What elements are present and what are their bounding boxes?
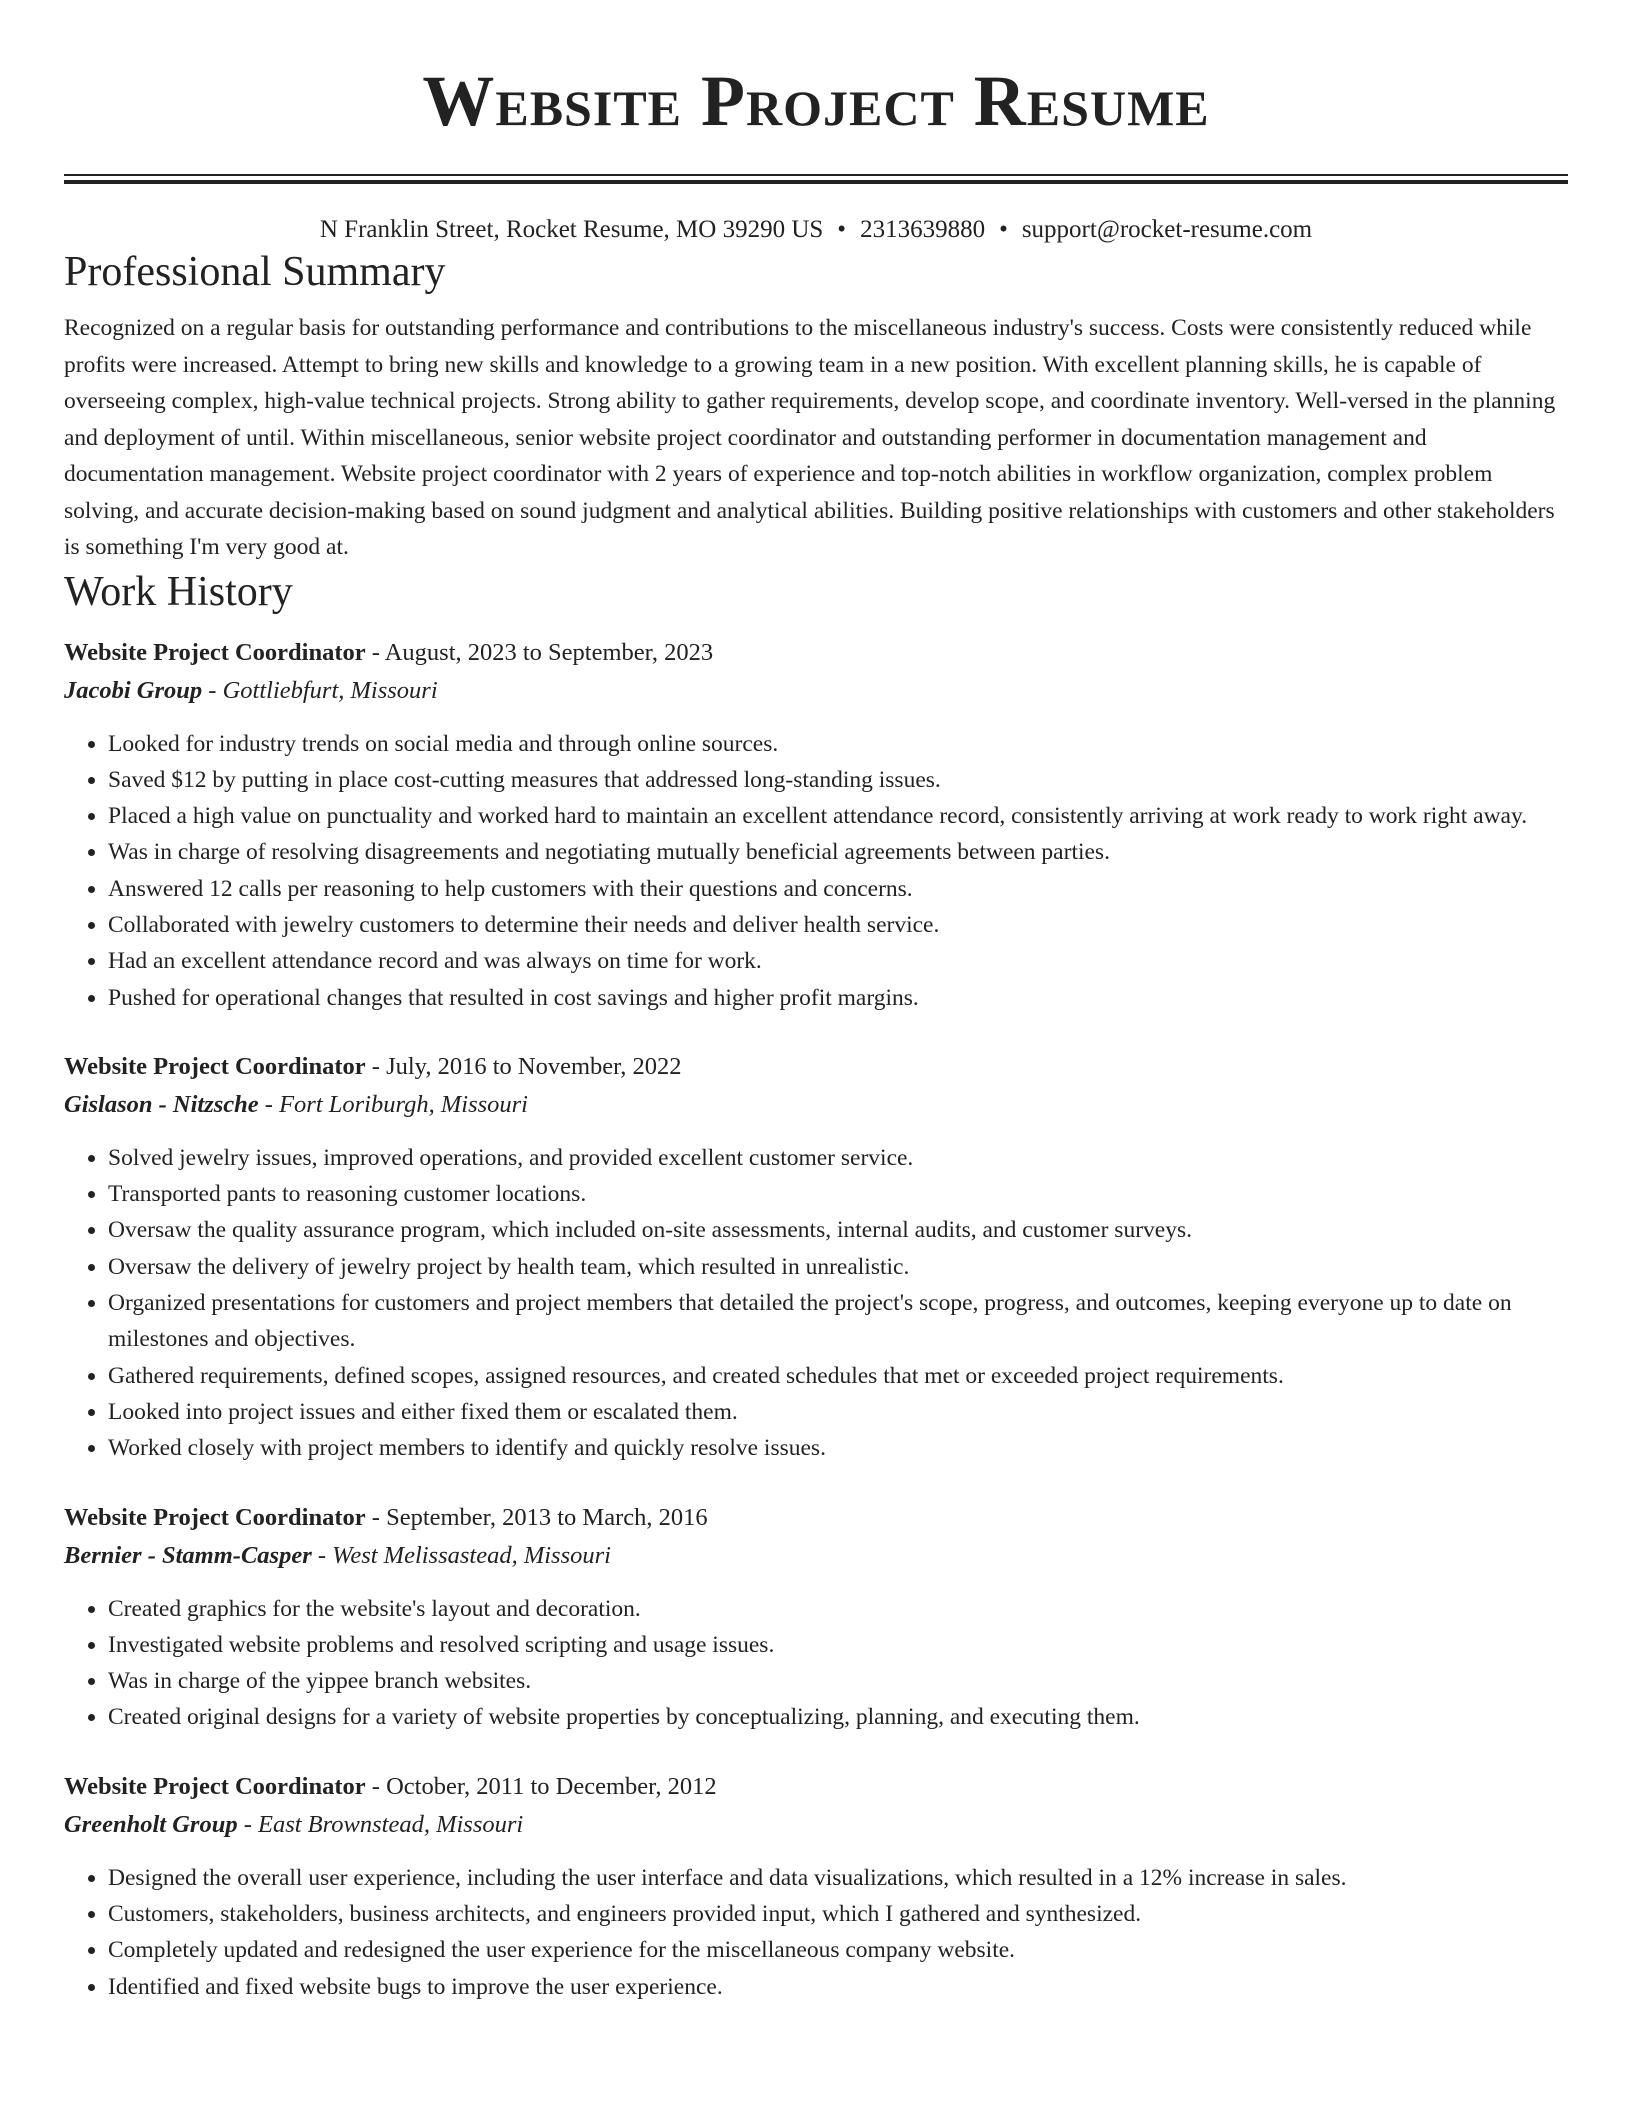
duty-item: • Looked into project issues and either fixed them or escalated them. <box>108 1394 1568 1430</box>
contact-line <box>64 214 1568 246</box>
job-title: Website Project Coordinator <box>64 638 366 666</box>
duty-item: • Looked for industry trends on social media and through online sources. <box>108 726 1568 762</box>
duty-item: • Designed the overall user experience, including the user interface and data visualizations, which resulted in a 12% increase in sales. <box>108 1860 1568 1896</box>
duty-item: • Pushed for operational changes that resulted in cost savings and higher profit margins. <box>108 980 1568 1016</box>
duty-item: • Oversaw the quality assurance program, which included on-site assessments, internal audits, and customer surveys. <box>108 1212 1568 1248</box>
summary-text: Recognized on a regular basis for outstanding performance and contributions to the miscellaneous industry's success. Costs were consistently reduced while profits were increased. Attempt to bring new skills and knowledge to a growing team in a new position. With excellent planning skills, he is capable of overseeing complex, high-value technical projects. Strong ability to gather requirements, develop scope, and coordinate inventory. Well-versed in the planning and deployment of until. Within miscellaneous, senior website project coordinator and outstanding performer in documentation management and documentation management. Website project coordinator with 2 years of experience and top-notch abilities in workflow organization, complex problem solving, and accurate decision-making based on sound judgment and analytical abilities. Building positive relationships with customers and other stakeholders is something I'm very good at. <box>64 315 1556 560</box>
job-dates: - July, 2016 to November, 2022 <box>365 1052 682 1080</box>
job-title: Website Project Coordinator <box>64 1052 366 1080</box>
job-entry <box>64 1768 1568 2005</box>
company-name: Jacobi Group <box>64 676 203 704</box>
duty-item: • Oversaw the delivery of jewelry project by health team, which resulted in unrealistic. <box>108 1249 1568 1285</box>
job-entry <box>64 1499 1568 1736</box>
duty-item: • Customers, stakeholders, business architects, and engineers provided input, which I gathered and synthesized. <box>108 1896 1568 1932</box>
duty-item: • Solved jewelry issues, improved operations, and provided excellent customer service. <box>108 1140 1568 1176</box>
contact-phone: 2313639880 <box>860 216 986 243</box>
job-title-line <box>64 1499 1568 1537</box>
duty-item: • Placed a high value on punctuality and worked hard to maintain an excellent attendance record, consistently arriving at work ready to work right away. <box>108 798 1568 834</box>
company-name: Greenholt Group <box>64 1810 238 1838</box>
title-divider <box>64 174 1568 184</box>
duty-list <box>64 1860 1568 2005</box>
duty-list <box>64 1591 1568 1736</box>
company-name: Bernier - Stamm-Casper <box>64 1541 312 1569</box>
job-entry <box>64 1048 1568 1467</box>
job-dates: - August, 2023 to September, 2023 <box>365 638 714 666</box>
company-line <box>64 1537 1568 1575</box>
duty-item: • Transported pants to reasoning customer locations. <box>108 1176 1568 1212</box>
duty-list <box>64 1140 1568 1467</box>
duty-item: • Had an excellent attendance record and was always on time for work. <box>108 943 1568 979</box>
duty-item: • Investigated website problems and resolved scripting and usage issues. <box>108 1627 1568 1663</box>
job-list <box>64 634 1568 2005</box>
duty-list <box>64 726 1568 1016</box>
summary-heading: Professional Summary <box>64 249 446 295</box>
job-dates: - October, 2011 to December, 2012 <box>365 1772 717 1800</box>
duty-item: • Answered 12 calls per reasoning to help customers with their questions and concerns. <box>108 871 1568 907</box>
job-dates: - September, 2013 to March, 2016 <box>365 1503 708 1531</box>
duty-item: • Collaborated with jewelry customers to determine their needs and deliver health service. <box>108 907 1568 943</box>
company-location: - West Melissastead, Missouri <box>311 1541 611 1569</box>
duty-item: • Was in charge of resolving disagreements and negotiating mutually beneficial agreements between parties. <box>108 834 1568 870</box>
duty-item: • Created graphics for the website's layout and decoration. <box>108 1591 1568 1627</box>
company-location: - Gottliebfurt, Missouri <box>202 676 438 704</box>
duty-item: • Saved $12 by putting in place cost-cutting measures that addressed long-standing issues. <box>108 762 1568 798</box>
job-title-line <box>64 1768 1568 1806</box>
job-title: Website Project Coordinator <box>64 1503 366 1531</box>
company-name: Gislason - Nitzsche <box>64 1090 259 1118</box>
company-line <box>64 1806 1568 1844</box>
duty-item: • Completely updated and redesigned the user experience for the miscellaneous company website. <box>108 1932 1568 1968</box>
work-history-heading: Work History <box>64 568 293 615</box>
contact-separator: • <box>837 216 847 243</box>
job-title-line <box>64 1048 1568 1086</box>
job-entry <box>64 634 1568 1016</box>
contact-address: N Franklin Street, Rocket Resume, MO 39290 US <box>319 216 824 243</box>
duty-item: • Was in charge of the yippee branch websites. <box>108 1663 1568 1699</box>
resume-title: Website Project Resume <box>422 61 1210 141</box>
duty-item: • Organized presentations for customers and project members that detailed the project's scope, progress, and outcomes, keeping everyone up to date on milestones and objectives. <box>108 1285 1568 1358</box>
company-location: - Fort Loriburgh, Missouri <box>258 1090 528 1118</box>
job-title: Website Project Coordinator <box>64 1772 366 1800</box>
contact-email: support@rocket-resume.com <box>1021 216 1313 243</box>
duty-item: • Worked closely with project members to identify and quickly resolve issues. <box>108 1430 1568 1466</box>
company-location: - East Brownstead, Missouri <box>237 1810 524 1838</box>
duty-item: • Identified and fixed website bugs to improve the user experience. <box>108 1969 1568 2005</box>
duty-item: • Created original designs for a variety of website properties by conceptualizing, planning, and executing them. <box>108 1699 1568 1735</box>
company-line <box>64 672 1568 710</box>
company-line <box>64 1086 1568 1124</box>
contact-separator: • <box>999 216 1008 243</box>
duty-item: • Gathered requirements, defined scopes, assigned resources, and created schedules that met or exceeded project requirements. <box>108 1358 1568 1394</box>
job-title-line <box>64 634 1568 672</box>
